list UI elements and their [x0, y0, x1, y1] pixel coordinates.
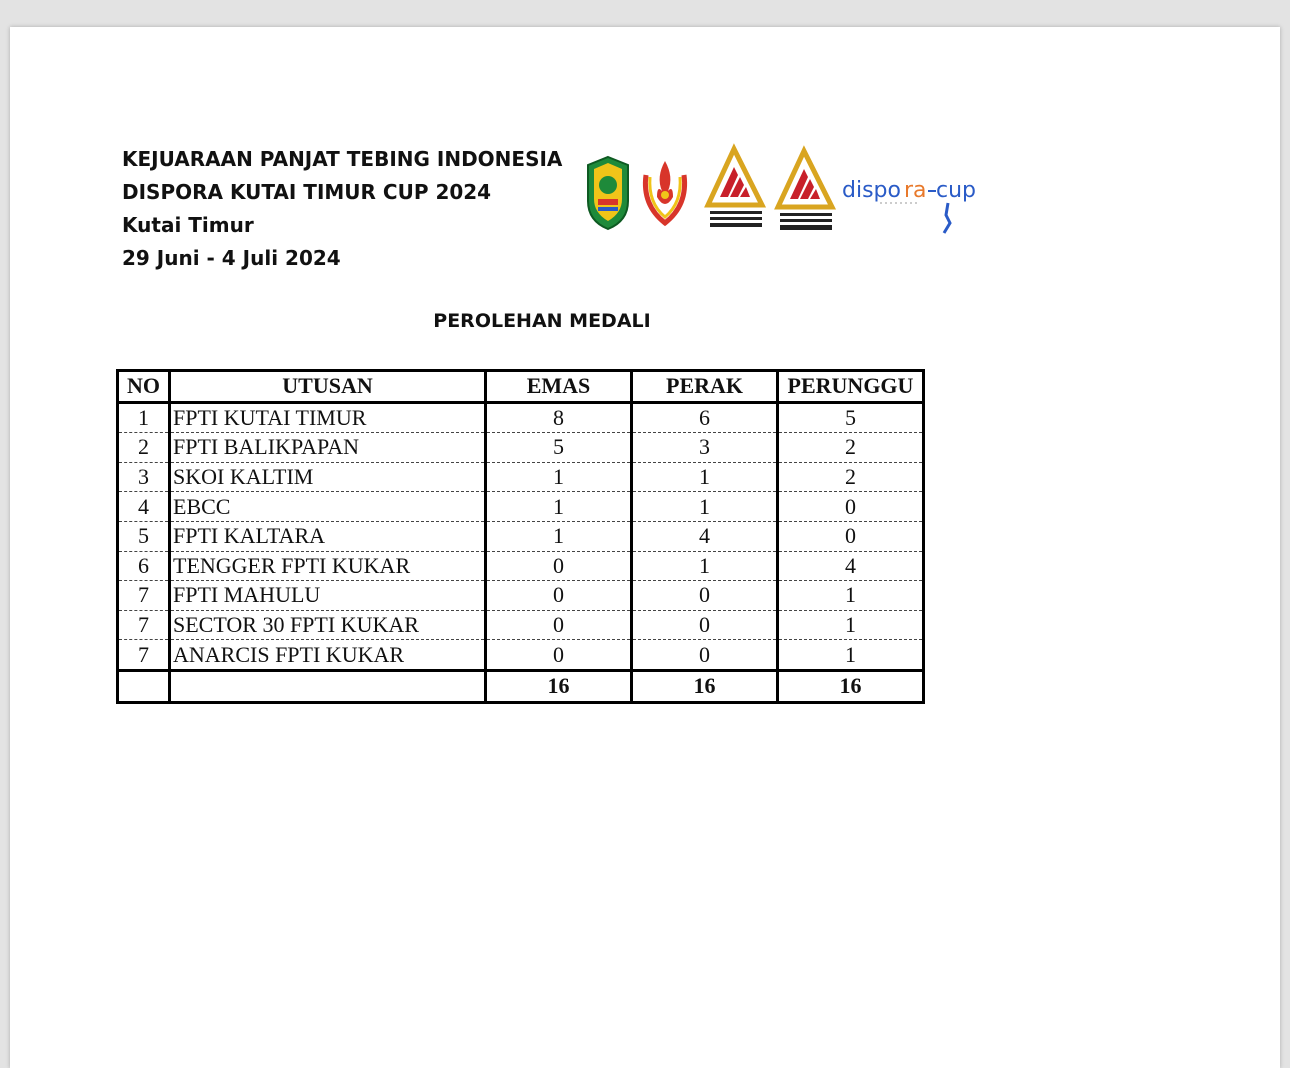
total-perak: 16 [632, 670, 778, 702]
event-location: Kutai Timur [122, 213, 254, 237]
cell-no: 7 [118, 581, 170, 611]
cell-emas: 8 [486, 402, 632, 433]
cell-perunggu: 1 [778, 640, 924, 671]
section-title: PEROLEHAN MEDALI [433, 310, 651, 332]
cell-perak: 1 [632, 492, 778, 522]
cell-emas: 0 [486, 551, 632, 581]
koni-emblem-icon [640, 155, 690, 231]
cell-no: 6 [118, 551, 170, 581]
event-dates: 29 Juni - 4 Juli 2024 [122, 246, 341, 270]
cell-perunggu: 4 [778, 551, 924, 581]
cell-emas: 5 [486, 433, 632, 463]
cell-utusan: FPTI MAHULU [170, 581, 486, 611]
cell-emas: 1 [486, 521, 632, 551]
header-perak: PERAK [632, 371, 778, 403]
cell-emas: 0 [486, 581, 632, 611]
cell-perak: 3 [632, 433, 778, 463]
cell-perunggu: 1 [778, 581, 924, 611]
dispora-cup-logo-icon [840, 167, 977, 237]
cell-perunggu: 5 [778, 402, 924, 433]
table-row [118, 551, 924, 581]
cell-utusan: EBCC [170, 492, 486, 522]
header-perunggu: PERUNGGU [778, 371, 924, 403]
cell-utusan: TENGGER FPTI KUKAR [170, 551, 486, 581]
sponsor-logos [584, 145, 977, 237]
cell-perunggu: 0 [778, 521, 924, 551]
document-header [122, 143, 562, 275]
cell-emas: 0 [486, 610, 632, 640]
cell-utusan: FPTI KUTAI TIMUR [170, 402, 486, 433]
cell-no: 5 [118, 521, 170, 551]
table-row [118, 433, 924, 463]
cell-utusan: ANARCIS FPTI KUKAR [170, 640, 486, 671]
cell-no: 3 [118, 462, 170, 492]
fpti-province-logo-icon [704, 145, 768, 237]
total-no [118, 670, 170, 702]
cell-utusan: SECTOR 30 FPTI KUKAR [170, 610, 486, 640]
cell-perak: 6 [632, 402, 778, 433]
table-row [118, 581, 924, 611]
cell-perak: 0 [632, 640, 778, 671]
cell-no: 1 [118, 402, 170, 433]
svg-text:ra: ra [904, 178, 927, 203]
svg-text:cup: cup [936, 178, 977, 203]
cell-perak: 1 [632, 462, 778, 492]
cell-no: 2 [118, 433, 170, 463]
cell-perak: 0 [632, 610, 778, 640]
document-page [10, 27, 1280, 1068]
event-subtitle: DISPORA KUTAI TIMUR CUP 2024 [122, 180, 492, 204]
table-row [118, 402, 924, 433]
table-row [118, 492, 924, 522]
cell-perak: 1 [632, 551, 778, 581]
total-emas: 16 [486, 670, 632, 702]
table-row [118, 640, 924, 671]
table-row [118, 610, 924, 640]
cell-no: 7 [118, 640, 170, 671]
cell-perunggu: 2 [778, 433, 924, 463]
header-emas: EMAS [486, 371, 632, 403]
cell-perunggu: 0 [778, 492, 924, 522]
fpti-regency-logo-icon [774, 147, 838, 237]
cell-emas: 1 [486, 492, 632, 522]
svg-text:dispo: dispo [842, 178, 901, 203]
cell-utusan: FPTI BALIKPAPAN [170, 433, 486, 463]
cell-emas: 1 [486, 462, 632, 492]
cell-perak: 4 [632, 521, 778, 551]
cell-perunggu: 2 [778, 462, 924, 492]
cell-perak: 0 [632, 581, 778, 611]
cell-no: 7 [118, 610, 170, 640]
cell-perunggu: 1 [778, 610, 924, 640]
cell-utusan: SKOI KALTIM [170, 462, 486, 492]
totals-row [118, 670, 924, 702]
total-perunggu: 16 [778, 670, 924, 702]
cell-no: 4 [118, 492, 170, 522]
table-row [118, 521, 924, 551]
header-utusan: UTUSAN [170, 371, 486, 403]
kutai-timur-emblem-icon [584, 155, 632, 231]
cell-emas: 0 [486, 640, 632, 671]
total-utusan [170, 670, 486, 702]
header-no: NO [118, 371, 170, 403]
table-row [118, 462, 924, 492]
table-header-row [118, 371, 924, 403]
medal-table [116, 369, 925, 704]
event-title: KEJUARAAN PANJAT TEBING INDONESIA [122, 147, 563, 171]
cell-utusan: FPTI KALTARA [170, 521, 486, 551]
